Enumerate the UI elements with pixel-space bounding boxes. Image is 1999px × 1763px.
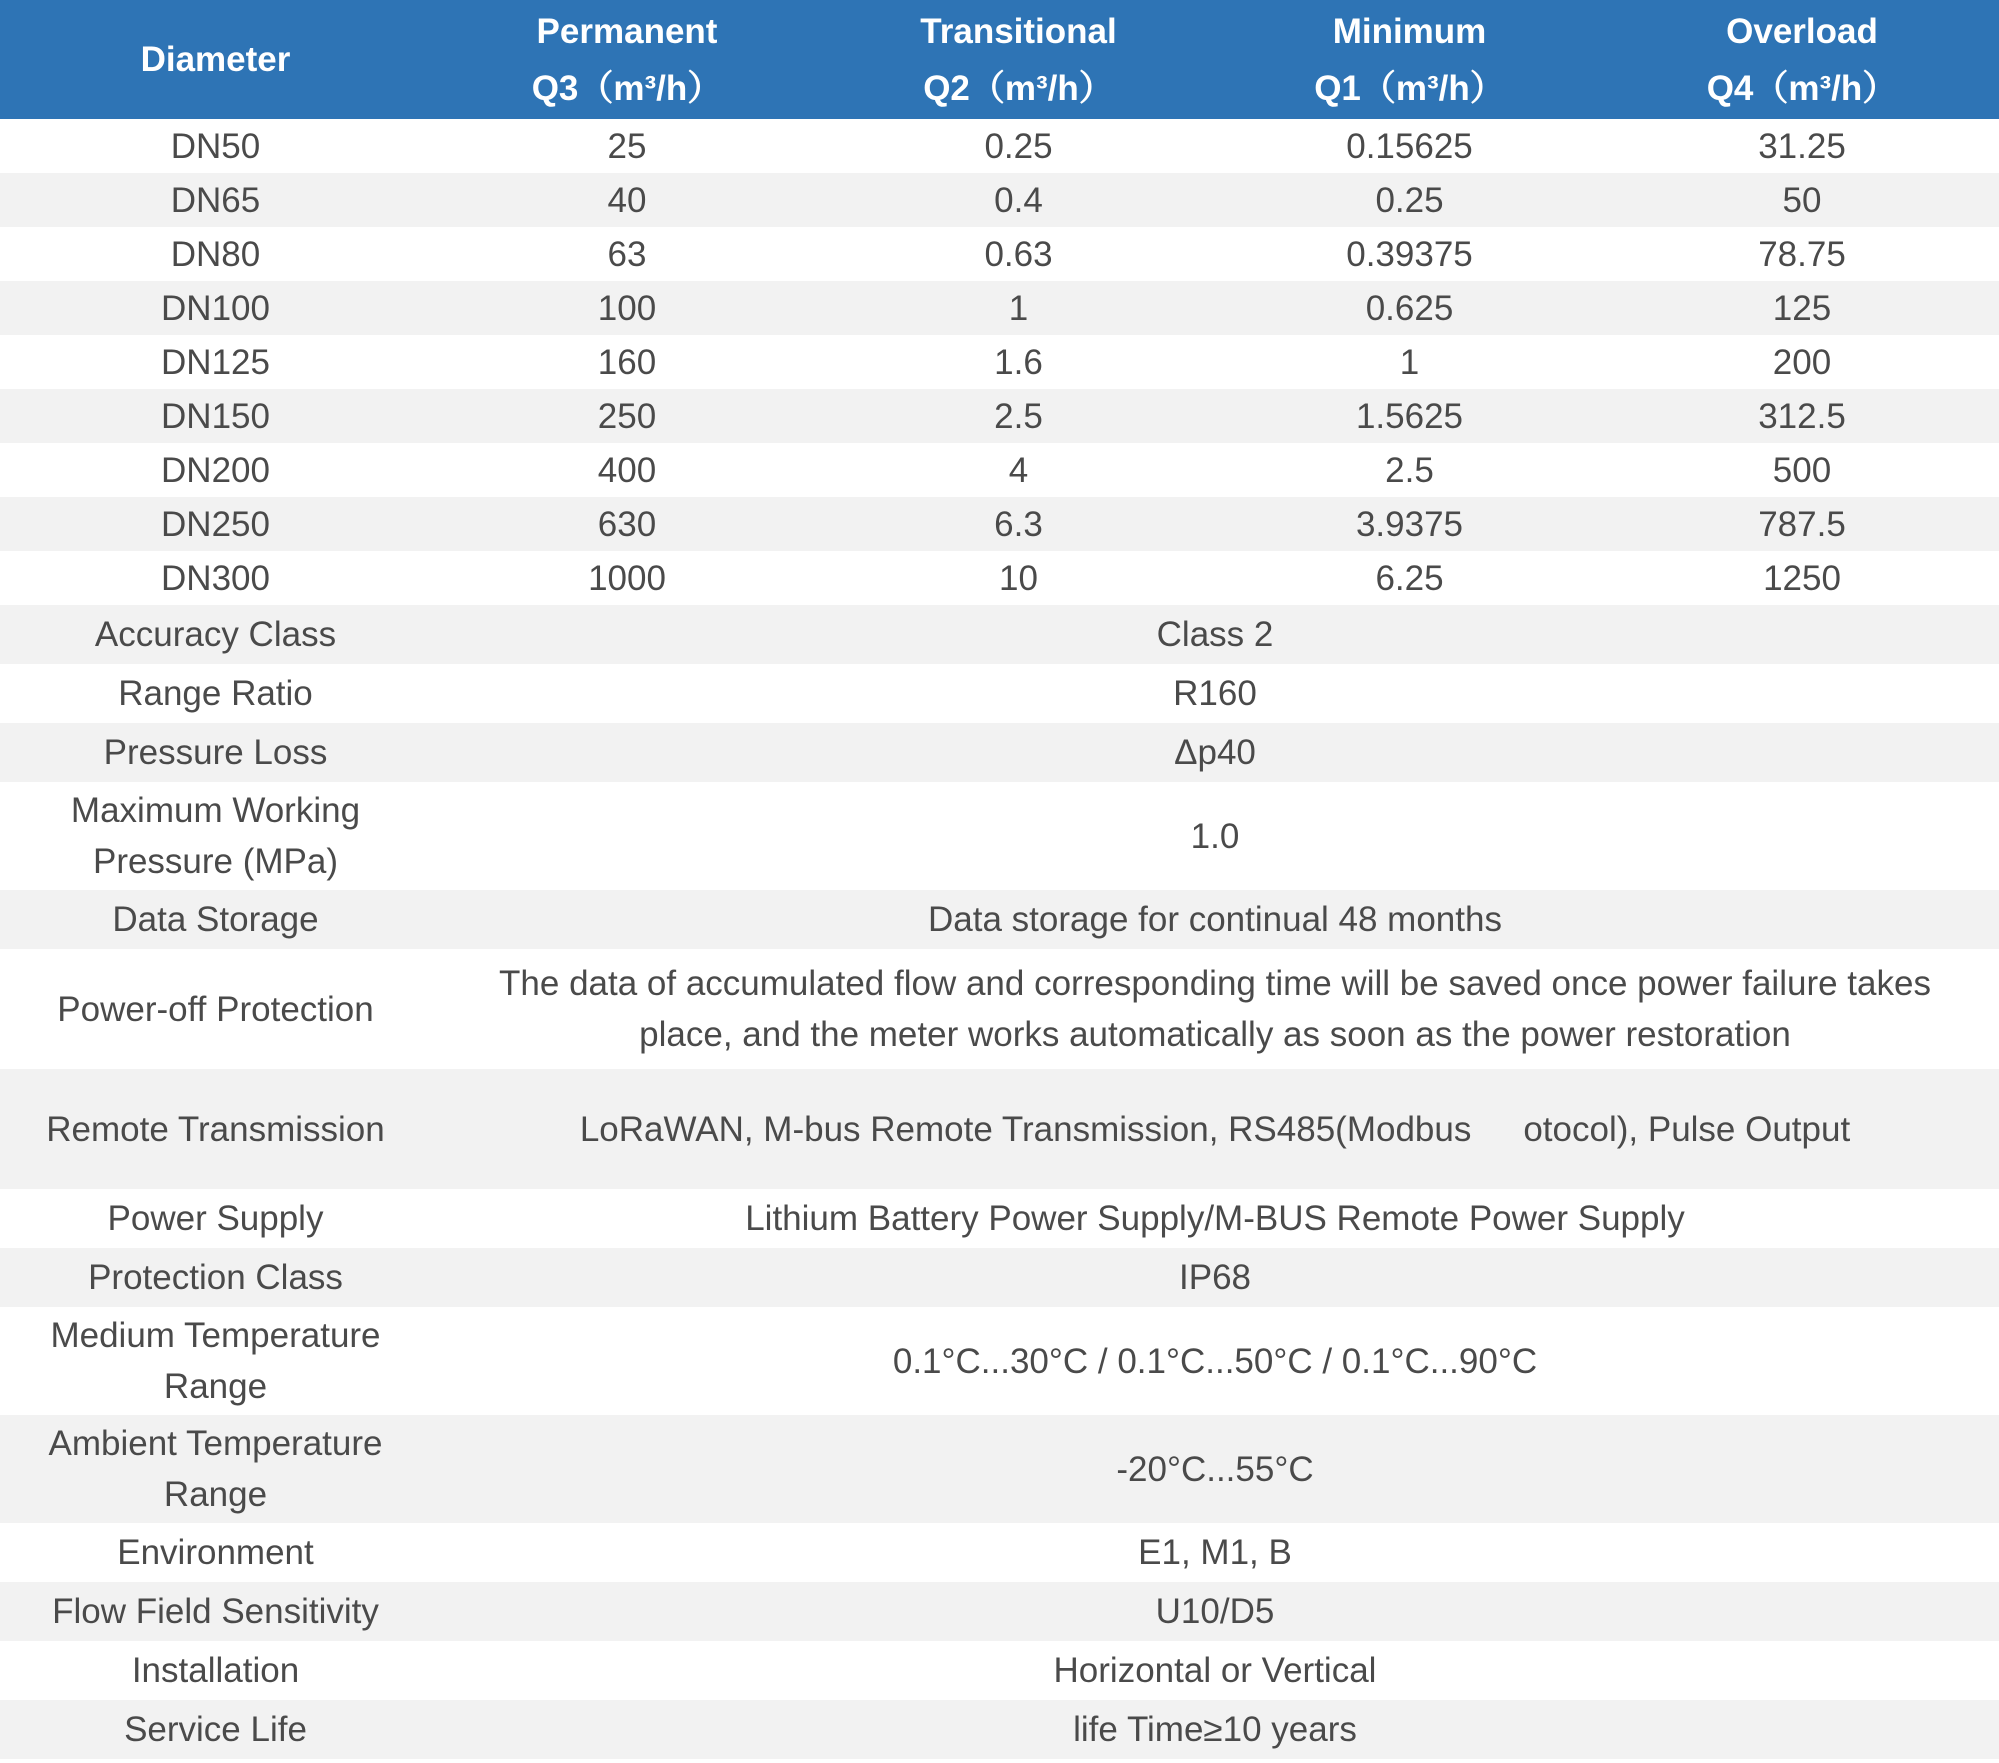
spec-value: 1.0	[431, 782, 1999, 890]
diameter-cell: DN100	[0, 281, 431, 335]
q3-cell: 250	[431, 389, 823, 443]
spec-value: Lithium Battery Power Supply/M-BUS Remote Power Supply	[431, 1189, 1999, 1248]
spec-label: Environment	[0, 1523, 431, 1582]
spec-row	[0, 949, 1999, 1069]
diameter-cell: DN150	[0, 389, 431, 443]
q2-cell: 0.4	[823, 173, 1214, 227]
diameter-cell: DN300	[0, 551, 431, 605]
spec-row	[0, 1189, 1999, 1248]
spec-value	[431, 949, 1999, 1069]
spec-label-line: Maximum Working	[70, 791, 361, 830]
q1-cell: 0.15625	[1214, 119, 1605, 173]
q4-cell: 1250	[1605, 551, 1999, 605]
spec-label-line: Range	[163, 1367, 268, 1406]
spec-label: Service Life	[0, 1700, 431, 1759]
spec-value: U10/D5	[431, 1582, 1999, 1641]
table-row	[0, 173, 1999, 227]
spec-value: IP68	[431, 1248, 1999, 1307]
spec-row	[0, 1069, 1999, 1189]
spec-row	[0, 1641, 1999, 1700]
spec-row	[0, 723, 1999, 782]
table-row	[0, 281, 1999, 335]
q1-cell: 0.625	[1214, 281, 1605, 335]
spec-label: Installation	[0, 1641, 431, 1700]
spec-row	[0, 1700, 1999, 1759]
q3-cell: 160	[431, 335, 823, 389]
header-diameter: Diameter	[0, 0, 431, 119]
table-row	[0, 119, 1999, 173]
header-q1-title: Minimum	[1332, 11, 1487, 51]
q2-cell: 1.6	[823, 335, 1214, 389]
q1-cell: 0.25	[1214, 173, 1605, 227]
spec-label: Flow Field Sensitivity	[0, 1582, 431, 1641]
spec-value-part: LoRaWAN, M-bus Remote Transmission, RS485(Modbus	[579, 1109, 1472, 1149]
spec-row	[0, 605, 1999, 664]
spec-value: Class 2	[431, 605, 1999, 664]
table-row	[0, 227, 1999, 281]
diameter-cell: DN50	[0, 119, 431, 173]
q1-cell: 1.5625	[1214, 389, 1605, 443]
q2-cell: 4	[823, 443, 1214, 497]
spec-value: R160	[431, 664, 1999, 723]
spec-row	[0, 1307, 1999, 1415]
q3-cell: 400	[431, 443, 823, 497]
spec-value: E1, M1, B	[431, 1523, 1999, 1582]
spec-label	[0, 1415, 431, 1523]
header-q2-title: Transitional	[920, 11, 1117, 51]
spec-row	[0, 1582, 1999, 1641]
spec-label-line: Range	[163, 1475, 268, 1514]
spec-value-line: The data of accumulated flow and corresponding time will be saved once power failure takes	[499, 964, 1931, 1003]
table-row	[0, 497, 1999, 551]
table-header	[0, 0, 1999, 119]
q2-cell: 6.3	[823, 497, 1214, 551]
table-row	[0, 335, 1999, 389]
q4-cell: 200	[1605, 335, 1999, 389]
header-q3-unit: Q3（m³/h）	[531, 68, 723, 108]
header-transitional-q2	[823, 0, 1214, 119]
header-q1-unit: Q1（m³/h）	[1314, 68, 1505, 108]
diameter-cell: DN200	[0, 443, 431, 497]
spec-label: Power-off Protection	[0, 949, 431, 1069]
spec-row	[0, 1248, 1999, 1307]
spec-value: Data storage for continual 48 months	[431, 890, 1999, 949]
header-q3-title: Permanent	[536, 11, 718, 51]
spec-row	[0, 890, 1999, 949]
spec-label-line: Medium Temperature	[50, 1316, 381, 1355]
spec-value: -20°C...55°C	[431, 1415, 1999, 1523]
q2-cell: 0.25	[823, 119, 1214, 173]
spec-label: Power Supply	[0, 1189, 431, 1248]
q2-cell: 2.5	[823, 389, 1214, 443]
q4-cell: 787.5	[1605, 497, 1999, 551]
q3-cell: 25	[431, 119, 823, 173]
spec-value: 0.1°C...30°C / 0.1°C...50°C / 0.1°C...90°C	[431, 1307, 1999, 1415]
header-q2-unit: Q2（m³/h）	[923, 68, 1114, 108]
spec-label: Remote Transmission	[0, 1069, 431, 1189]
q1-cell: 6.25	[1214, 551, 1605, 605]
spec-label	[0, 782, 431, 890]
table-row	[0, 389, 1999, 443]
table-row	[0, 443, 1999, 497]
header-permanent-q3	[431, 0, 823, 119]
spec-value: life Time≥10 years	[431, 1700, 1999, 1759]
q3-cell: 40	[431, 173, 823, 227]
q2-cell: 10	[823, 551, 1214, 605]
spec-row	[0, 1523, 1999, 1582]
header-minimum-q1	[1214, 0, 1605, 119]
q3-cell: 100	[431, 281, 823, 335]
spec-row	[0, 782, 1999, 890]
spec-value: Δp40	[431, 723, 1999, 782]
spec-row	[0, 664, 1999, 723]
spec-value	[431, 1069, 1999, 1189]
spec-value-line: place, and the meter works automatically as soon as the power restoration	[639, 1015, 1791, 1054]
q3-cell: 630	[431, 497, 823, 551]
spec-value: Horizontal or Vertical	[431, 1641, 1999, 1700]
q4-cell: 500	[1605, 443, 1999, 497]
spec-label-line: Pressure (MPa)	[92, 842, 339, 881]
spec-label-line: Ambient Temperature	[48, 1424, 383, 1463]
q3-cell: 63	[431, 227, 823, 281]
spec-label: Accuracy Class	[0, 605, 431, 664]
spec-label: Pressure Loss	[0, 723, 431, 782]
table-row	[0, 551, 1999, 605]
spec-label: Protection Class	[0, 1248, 431, 1307]
q4-cell: 78.75	[1605, 227, 1999, 281]
header-q4-title: Overload	[1726, 11, 1878, 51]
q1-cell: 0.39375	[1214, 227, 1605, 281]
q4-cell: 125	[1605, 281, 1999, 335]
spec-value-part: otocol), Pulse Output	[1523, 1109, 1851, 1149]
q2-cell: 0.63	[823, 227, 1214, 281]
q4-cell: 50	[1605, 173, 1999, 227]
q3-cell: 1000	[431, 551, 823, 605]
q4-cell: 312.5	[1605, 389, 1999, 443]
q1-cell: 2.5	[1214, 443, 1605, 497]
header-q4-unit: Q4（m³/h）	[1706, 68, 1898, 108]
diameter-cell: DN250	[0, 497, 431, 551]
diameter-cell: DN65	[0, 173, 431, 227]
spec-label	[0, 1307, 431, 1415]
q2-cell: 1	[823, 281, 1214, 335]
diameter-cell: DN80	[0, 227, 431, 281]
spec-row	[0, 1415, 1999, 1523]
diameter-cell: DN125	[0, 335, 431, 389]
header-overload-q4	[1605, 0, 1999, 119]
q1-cell: 3.9375	[1214, 497, 1605, 551]
q1-cell: 1	[1214, 335, 1605, 389]
spec-label: Range Ratio	[0, 664, 431, 723]
q4-cell: 31.25	[1605, 119, 1999, 173]
spec-label: Data Storage	[0, 890, 431, 949]
